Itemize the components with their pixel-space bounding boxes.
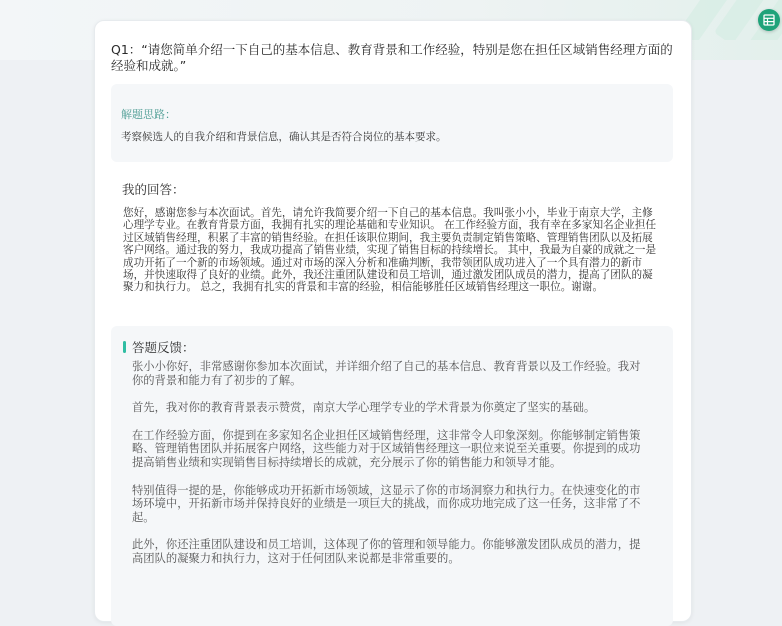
hint-panel — [111, 84, 673, 162]
question-text: Q1：“请您简单介绍一下自己的基本信息、教育背景和工作经验，特别是您在担任区域销售经理方面的经验和成就。” — [111, 42, 673, 73]
question-card — [94, 20, 692, 622]
feedback-paragraph: 特别值得一提的是，你能够成功开拓新市场领域，这显示了你的市场洞察力和执行力。在快速变化的市场环境中，开拓新市场并保持良好的业绩是一项巨大的挑战，而你成功地完成了这一任务，这非常了不起。 — [132, 483, 641, 524]
feedback-accent-bar — [123, 341, 126, 353]
answer-text: 您好，感谢您参与本次面试。首先，请允许我简要介绍一下自己的基本信息。我叫张小小，毕业于南京大学，主修心理学专业。在教育背景方面，我拥有扎实的理论基础和专业知识。 在工作经验方面，我有幸在多家知名企业担任过区域销售经理，积累了丰富的销售经验。在担任该职位期间，我主要负责制定销售策略、管理销售团队以及拓展客户网络。通过我的努力，我成功提高了销售业绩，实现了销售目标的持续增长。 其中，我最为自豪的成就之一是成功开拓了一个新的市场领域。通过对市场的深入分析和准确判断，我带领团队成功进入了一个具有潜力的新市场，并快速取得了良好的业绩。此外，我还注重团队建设和员工培训，通过激发团队成员的潜力，提高了团队的凝聚力和执行力。 总之，我拥有扎实的背景和丰富的经验，相信能够胜任区域销售经理这一职位。谢谢。 — [123, 207, 657, 294]
feedback-body — [132, 360, 647, 580]
spreadsheet-button[interactable] — [758, 9, 780, 31]
feedback-panel — [111, 326, 673, 626]
spreadsheet-icon — [763, 14, 775, 26]
feedback-paragraph: 首先，我对你的教育背景表示赞赏，南京大学心理学专业的学术背景为你奠定了坚实的基础。 — [132, 401, 596, 415]
feedback-paragraph: 在工作经验方面，你提到在多家知名企业担任区域销售经理，这非常令人印象深刻。你能够制定销售策略、管理销售团队并拓展客户网络，这些能力对于区域销售经理这一职位来说至关重要。你提到的成功提高销售业绩和实现销售目标持续增长的成就，充分展示了你的销售能力和领导才能。 — [132, 428, 641, 469]
answer-title: 我的回答： — [122, 182, 185, 197]
hint-title: 解题思路： — [121, 108, 176, 121]
feedback-title: 答题反馈： — [132, 340, 195, 355]
feedback-paragraph: 张小小你好，非常感谢你参加本次面试，并详细介绍了自己的基本信息、教育背景以及工作经验。我对你的背景和能力有了初步的了解。 — [132, 360, 641, 387]
hint-text: 考察候选人的自我介绍和背景信息，确认其是否符合岗位的基本要求。 — [121, 131, 447, 143]
feedback-paragraph: 此外，你还注重团队建设和员工培训，这体现了你的管理和领导能力。你能够激发团队成员的潜力，提高团队的凝聚力和执行力，这对于任何团队来说都是非常重要的。 — [132, 538, 641, 565]
